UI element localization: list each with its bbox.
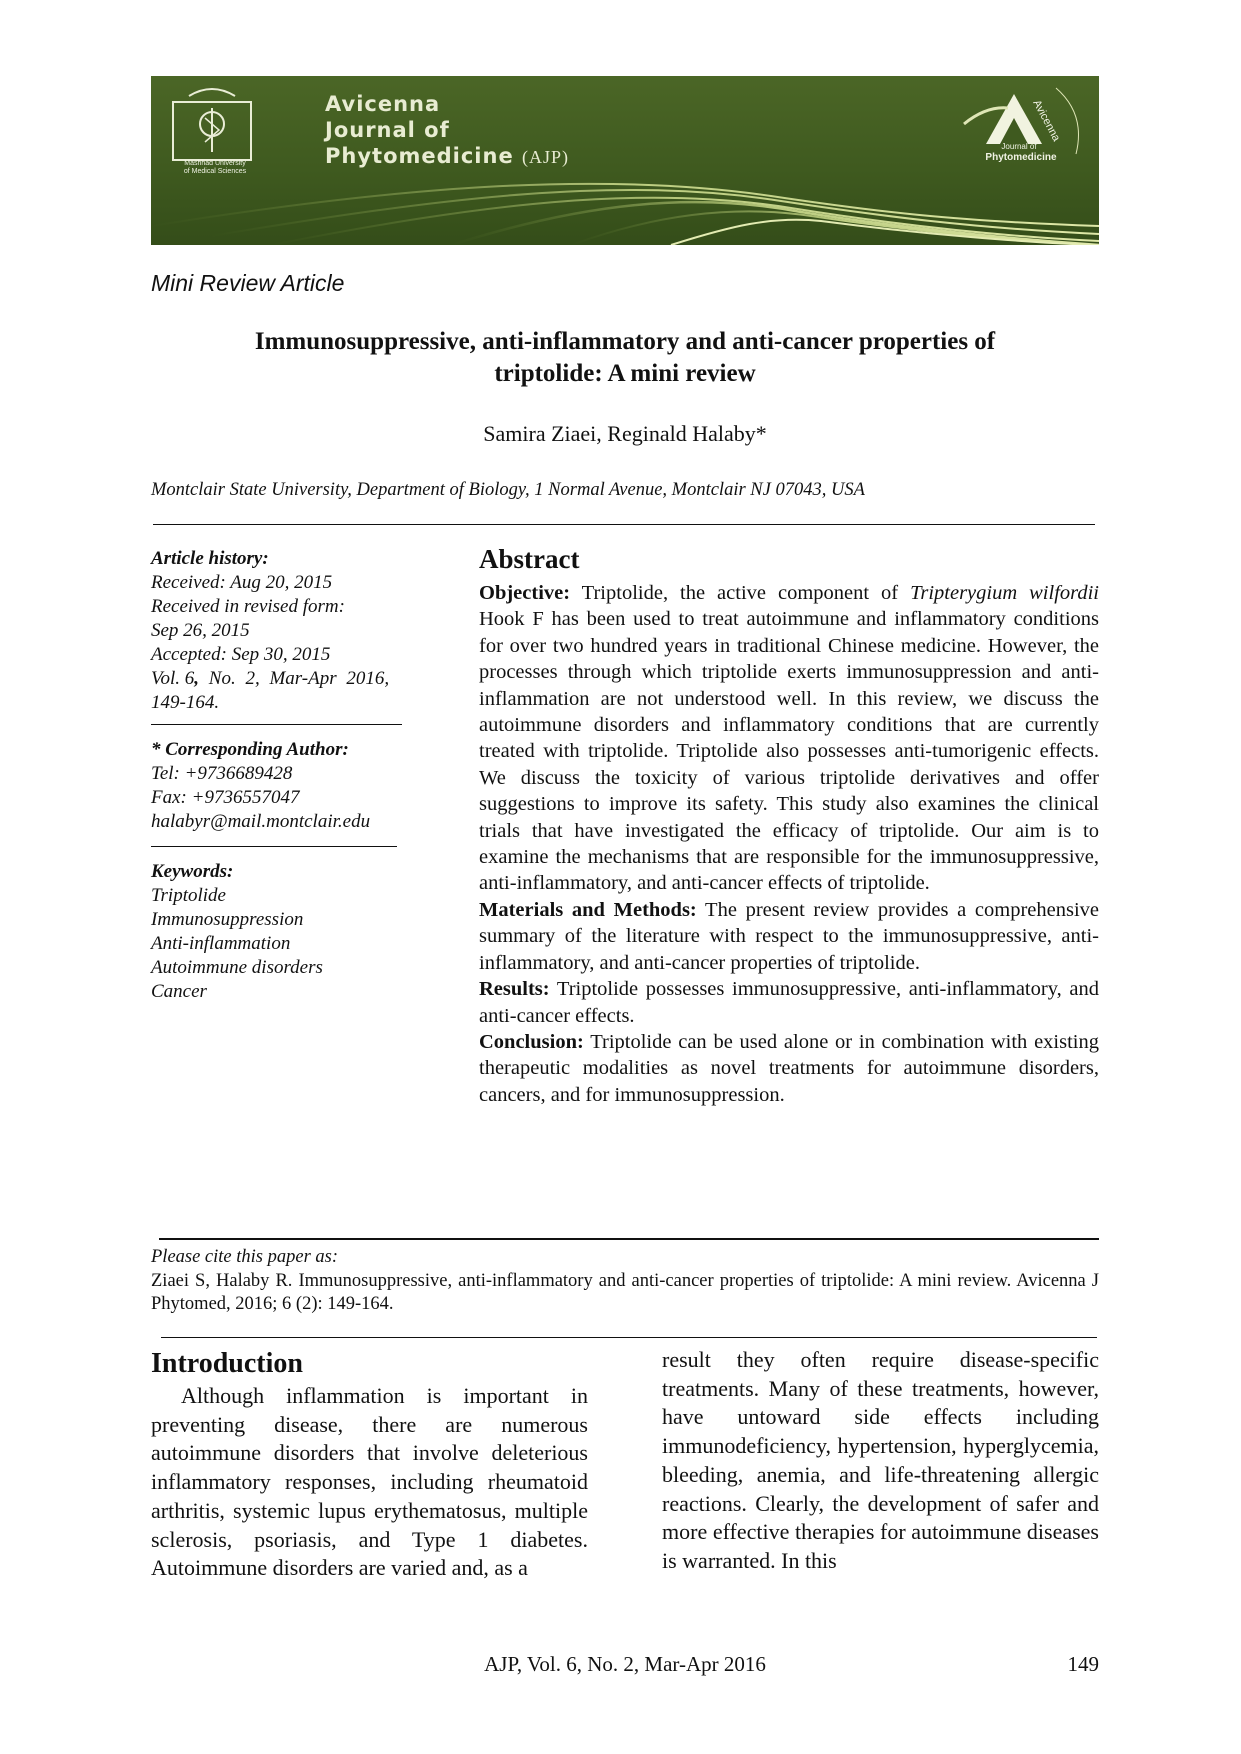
article-type: Mini Review Article <box>151 270 345 296</box>
intro-column-1 <box>151 1382 588 1583</box>
citation-top-divider <box>159 1238 1099 1240</box>
intro-column-2 <box>662 1346 1099 1576</box>
received-date: Received: Aug 20, 2015 <box>151 572 333 593</box>
conclusion-label: Conclusion: <box>479 1030 584 1053</box>
revised-label: Received in revised form: <box>151 596 345 617</box>
title-line-2: triptolide: A mini review <box>494 360 756 387</box>
results-label: Results: <box>479 978 550 1001</box>
volume-number: Vol. 6 <box>151 668 195 689</box>
banner-wave-graphic <box>151 76 1099 245</box>
citation-label: Please cite this paper as: <box>151 1247 339 1267</box>
journal-name-word: Phytomedicine <box>325 144 514 168</box>
methods-label: Materials and Methods: <box>479 898 697 921</box>
citation-bottom-divider <box>161 1337 1097 1338</box>
keywords-block <box>151 860 421 1004</box>
keyword: Triptolide <box>151 885 226 906</box>
keywords-heading: Keywords: <box>151 861 234 882</box>
volume-pages: 149-164. <box>151 692 220 713</box>
journal-name-line-2: Journal of <box>325 118 450 142</box>
journal-abbreviation: (AJP) <box>522 147 570 167</box>
sidebar-divider-1 <box>151 724 402 725</box>
journal-name-line-3 <box>325 144 569 168</box>
article-info-sidebar <box>151 547 421 715</box>
left-logo-caption <box>169 160 261 176</box>
title-line-1: Immunosuppressive, anti-inflammatory and anti-cancer properties of <box>254 328 996 355</box>
running-footer: AJP, Vol. 6, No. 2, Mar-Apr 2016 <box>484 1652 766 1676</box>
authors: Samira Ziaei, Reginald Halaby* <box>483 421 767 446</box>
keyword: Cancer <box>151 981 207 1002</box>
conclusion-text: Triptolide can be used alone or in combination with existing therapeutic modalities as novel treatments for autoimmune disorders, cancers, and for immunosuppression. <box>479 1030 1099 1106</box>
corresponding-heading: * Corresponding Author: <box>151 739 349 760</box>
accepted-date: Accepted: Sep 30, 2015 <box>151 644 331 665</box>
objective-label: Objective: <box>479 582 571 604</box>
journal-name-line-1: Avicenna <box>325 92 441 116</box>
abstract-methods <box>479 897 1099 976</box>
journal-banner <box>151 76 1099 245</box>
keyword: Autoimmune disorders <box>151 957 323 978</box>
header-divider <box>153 524 1095 525</box>
volume-issue: No. 2, Mar-Apr 2016, <box>199 668 390 689</box>
objective-text-pre: Triptolide, the active component of <box>570 582 911 604</box>
citation-block <box>151 1246 1099 1317</box>
revised-date: Sep 26, 2015 <box>151 620 250 641</box>
sidebar-divider-2 <box>151 846 397 847</box>
keyword: Anti-inflammation <box>151 933 291 954</box>
right-logo-text-2: Phytomedicine <box>985 152 1057 163</box>
left-logo-text-2: of Medical Sciences <box>183 168 247 175</box>
author-tel: Tel: +9736689428 <box>151 763 293 784</box>
abstract-conclusion <box>479 1029 1099 1108</box>
author-email: halabyr@mail.montclair.edu <box>151 811 371 832</box>
history-heading: Article history: <box>151 548 269 569</box>
results-text: Triptolide possesses immunosuppressive, anti-inflammatory, and anti-cancer effects. <box>479 978 1099 1027</box>
affiliation: Montclair State University, Department of Biology, 1 Normal Avenue, Montclair NJ 07043, USA <box>151 480 865 500</box>
article-title <box>151 326 1099 390</box>
abstract-heading: Abstract <box>479 544 580 574</box>
volume-info <box>151 667 421 691</box>
corresponding-author-block <box>151 738 421 834</box>
abstract-results <box>479 976 1099 1029</box>
introduction-heading: Introduction <box>151 1348 303 1379</box>
page-number: 149 <box>1067 1652 1099 1676</box>
methods-text: The present review provides a comprehensive summary of the literature with respect to the immunosuppressive, anti-inflammatory, and anti-cancer properties of triptolide. <box>479 898 1099 974</box>
right-logo-arc-text: Avicenna <box>1030 98 1063 144</box>
intro-paragraph-2: result they often require disease-specific treatments. Many of these treatments, however, have untoward side effects including immunodeficiency, hypertension, hyperglycemia, bleeding, anemia, and life-threatening allergic reactions. Clearly, the development of safer and more effective therapies for autoimmune diseases is warranted. In this <box>662 1347 1099 1573</box>
keyword: Immunosuppression <box>151 909 304 930</box>
author-fax: Fax: +9736557047 <box>151 787 300 808</box>
volume-comma: , <box>194 668 200 689</box>
right-logo-text-1: Journal of <box>1001 142 1037 151</box>
citation-text: Ziaei S, Halaby R. Immunosuppressive, anti-inflammatory and anti-cancer properties of triptolide: A mini review. Avicenna J Phytomed, 2016; 6 (2): 149-164. <box>151 1270 1099 1314</box>
intro-paragraph-1: Although inflammation is important in preventing disease, there are numerous autoimmune disorders that involve deleterious inflammatory responses, including rheumatoid arthritis, systemic lupus erythematosus, multiple sclerosis, psoriasis, and Type 1 diabetes. Autoimmune disorders are varied and, as a <box>151 1383 588 1581</box>
objective-text-post: Hook F has been used to treat autoimmune and inflammatory conditions for over two hundred years in traditional Chinese medicine. However, the processes through which triptolide exerts immunosuppression and anti-inflammation are not understood well. In this review, we discuss the autoimmune disorders and inflammatory conditions that are currently treated with triptolide. Triptolide also possesses anti-tumorigenic effects. We discuss the toxicity of various triptolide derivatives and offer suggestions to improve its safety. This study also examines the clinical trials that have investigated the efficacy of triptolide. Our aim is to examine the mechanisms that are responsible for the immunosuppressive, anti-inflammatory, and anti-cancer effects of triptolide. <box>479 608 1099 895</box>
abstract-objective <box>479 580 1099 897</box>
university-logo <box>173 89 251 160</box>
species-name: Tripterygium wilfordii <box>910 582 1099 604</box>
abstract-body <box>479 580 1099 1108</box>
left-logo-text-1: Mashhad University <box>184 160 246 167</box>
